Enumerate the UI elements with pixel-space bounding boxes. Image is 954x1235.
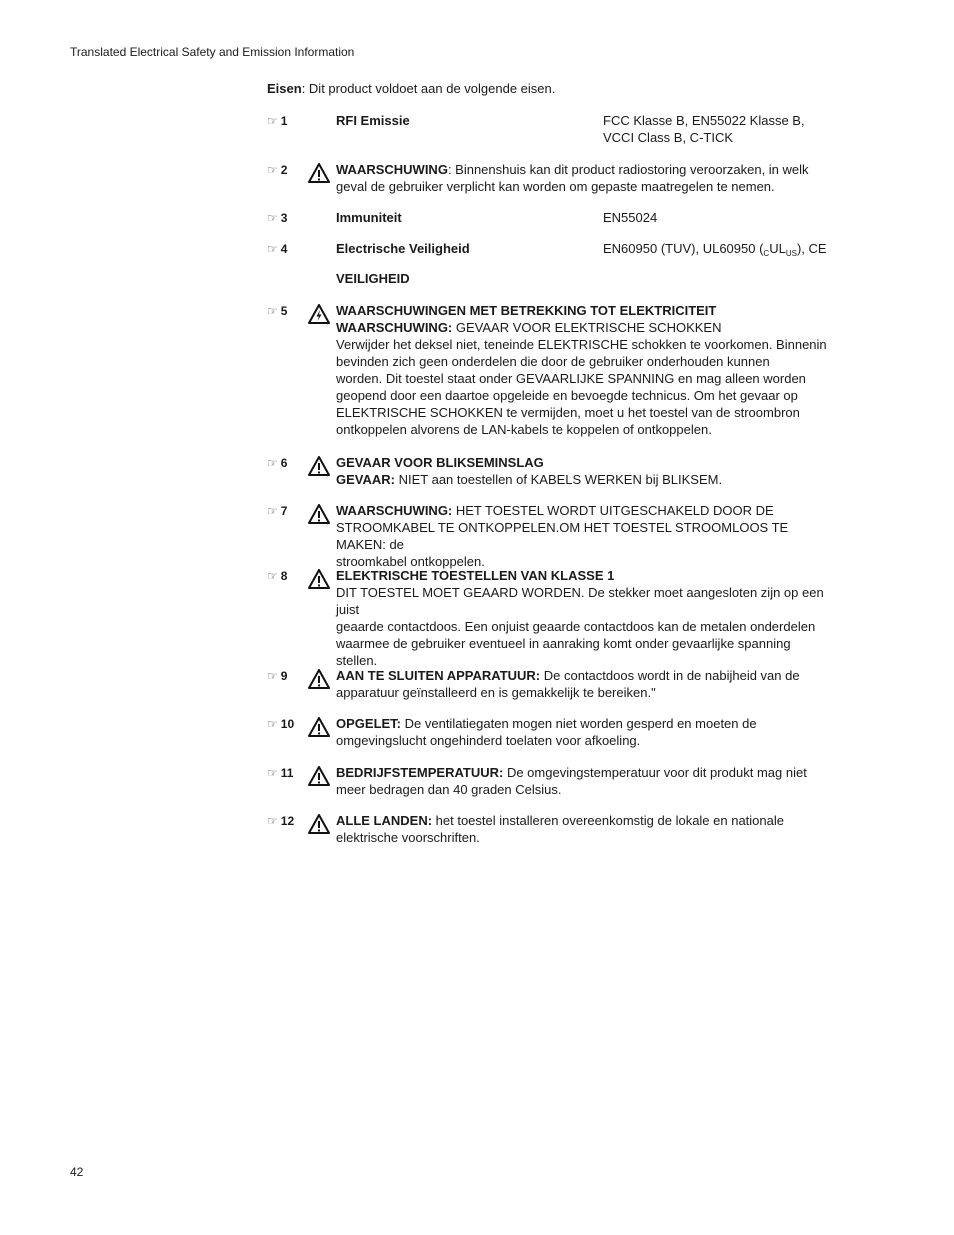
- item-marker: [267, 112, 307, 130]
- text-line: HET TOESTEL WORDT UITGESCHAKELD DOOR DE: [452, 503, 774, 518]
- value-part: ), CE: [796, 241, 827, 256]
- item-marker: [267, 764, 307, 782]
- warning-label: ALLE LANDEN:: [336, 813, 433, 828]
- hand-pointer-icon: ☞: [267, 211, 278, 225]
- item-marker: [267, 209, 307, 227]
- warning-label: AAN TE SLUITEN APPARATUUR:: [336, 668, 541, 683]
- item-number: 6: [280, 456, 288, 470]
- intro-label: Eisen: [267, 81, 302, 96]
- intro-line: [267, 81, 555, 96]
- warning-label: WAARSCHUWING: [336, 162, 448, 177]
- text-line: elektrische voorschriften.: [336, 830, 480, 845]
- item-number: 3: [280, 211, 288, 225]
- hand-pointer-icon: ☞: [267, 114, 278, 128]
- item-number: 5: [280, 304, 288, 318]
- hand-pointer-icon: ☞: [267, 814, 278, 828]
- item-text: [336, 161, 828, 195]
- text-line: GEVAAR VOOR ELEKTRISCHE SCHOKKEN: [452, 320, 722, 335]
- text-line: ELEKTRISCHE SCHOKKEN te vermijden, moet u het toestel van de stroombron: [336, 405, 800, 420]
- value-part: UL: [769, 241, 786, 256]
- item-value: EN55024: [603, 210, 658, 225]
- item-title: GEVAAR VOOR BLIKSEMINSLAG: [336, 455, 544, 470]
- warning-triangle-icon: [308, 163, 330, 183]
- warning-label: WAARSCHUWING:: [336, 503, 453, 518]
- item-number: 9: [280, 669, 288, 683]
- warning-label: GEVAAR:: [336, 472, 395, 487]
- hand-pointer-icon: ☞: [267, 717, 278, 731]
- hand-pointer-icon: ☞: [267, 766, 278, 780]
- item-number: 2: [280, 163, 288, 177]
- text-line: geval de gebruiker verplicht kan worden om gepaste maatregelen te nemen.: [336, 179, 775, 194]
- text-line: Verwijder het deksel niet, teneinde ELEKTRISCHE schokken te voorkomen. Binnenin: [336, 337, 827, 352]
- electric-warning-icon: [308, 304, 330, 324]
- text-line: het toestel installeren overeenkomstig de lokale en nationale: [432, 813, 784, 828]
- item-text: [336, 454, 828, 488]
- item-text: [336, 764, 828, 798]
- item-label: RFI Emissie: [336, 113, 410, 128]
- text-line: waarmee de gebruiker eventueel in aanraking komt onder gevaarlijke spanning: [336, 636, 791, 651]
- hand-pointer-icon: ☞: [267, 569, 278, 583]
- text-line: omgevingslucht ongehinderd toelaten voor afkoeling.: [336, 733, 641, 748]
- item-title: WAARSCHUWINGEN MET BETREKKING TOT ELEKTRICITEIT: [336, 303, 717, 318]
- text-line: DIT TOESTEL MOET GEAARD WORDEN. De stekker moet aangesloten zijn op een juist: [336, 585, 824, 617]
- hand-pointer-icon: ☞: [267, 456, 278, 470]
- item-marker: [267, 502, 307, 520]
- value-sub: US: [785, 249, 797, 258]
- page-number: 42: [70, 1165, 84, 1179]
- warning-triangle-icon: [308, 669, 330, 689]
- warning-label: OPGELET:: [336, 716, 402, 731]
- item-text: [336, 302, 828, 438]
- item-marker: [267, 667, 307, 685]
- item-number: 1: [280, 114, 288, 128]
- item-marker: [267, 567, 307, 585]
- value-line: FCC Klasse B, EN55022 Klasse B,: [603, 113, 805, 128]
- item-label: Immuniteit: [336, 210, 402, 225]
- value-line: VCCI Class B, C-TICK: [603, 130, 734, 145]
- item-text: [336, 502, 828, 570]
- item-number: 8: [280, 569, 288, 583]
- item-title: ELEKTRISCHE TOESTELLEN VAN KLASSE 1: [336, 568, 615, 583]
- text-line: De ventilatiegaten mogen niet worden gesperd en moeten de: [401, 716, 757, 731]
- item-marker: [267, 161, 307, 179]
- text-line: meer bedragen dan 40 graden Celsius.: [336, 782, 562, 797]
- running-header: Translated Electrical Safety and Emission Information: [70, 45, 355, 59]
- item-label: Electrische Veiligheid: [336, 241, 470, 256]
- hand-pointer-icon: ☞: [267, 163, 278, 177]
- text-line: apparatuur geïnstalleerd en is gemakkelijk te bereiken.": [336, 685, 656, 700]
- item-text: [336, 715, 828, 749]
- item-marker: [267, 454, 307, 472]
- item-number: 7: [280, 504, 288, 518]
- warning-triangle-icon: [308, 456, 330, 476]
- text-line: : Binnenshuis kan dit product radiostoring veroorzaken, in welk: [447, 162, 809, 177]
- text-line: De contactdoos wordt in de nabijheid van de: [540, 668, 800, 683]
- section-title: VEILIGHEID: [336, 271, 410, 286]
- text-line: bevinden zich geen onderdelen die door de gebruiker onderhouden kunnen: [336, 354, 770, 369]
- warning-label: WAARSCHUWING:: [336, 320, 453, 335]
- item-value: [603, 240, 833, 262]
- hand-pointer-icon: ☞: [267, 304, 278, 318]
- text-line: NIET aan toestellen of KABELS WERKEN bij BLIKSEM.: [394, 472, 723, 487]
- text-line: stellen.: [336, 653, 378, 668]
- hand-pointer-icon: ☞: [267, 669, 278, 683]
- item-value: [603, 112, 833, 146]
- warning-triangle-icon: [308, 717, 330, 737]
- text-line: ontkoppelen alvorens de LAN-kabels te koppelen of ontkoppelen.: [336, 422, 712, 437]
- value-part: EN60950 (TUV), UL60950 (: [603, 241, 764, 256]
- item-marker: [267, 715, 307, 733]
- hand-pointer-icon: ☞: [267, 504, 278, 518]
- text-line: geopend door een daartoe opgeleide en bevoegde technicus. Om het gevaar op: [336, 388, 798, 403]
- item-marker: [267, 240, 307, 258]
- warning-triangle-icon: [308, 504, 330, 524]
- item-text: [336, 667, 828, 701]
- item-text: [336, 812, 828, 846]
- text-line: worden. Dit toestel staat onder GEVAARLIJKE SPANNING en mag alleen worden: [336, 371, 806, 386]
- text-line: geaarde contactdoos. Een onjuist geaarde contactdoos kan de metalen onderdelen: [336, 619, 816, 634]
- value-sub: C: [763, 249, 770, 258]
- item-number: 4: [280, 242, 288, 256]
- item-number: 11: [280, 766, 294, 780]
- hand-pointer-icon: ☞: [267, 242, 278, 256]
- text-line: STROOMKABEL TE ONTKOPPELEN.OM HET TOESTEL STROOMLOOS TE MAKEN: de: [336, 520, 789, 552]
- item-marker: [267, 812, 307, 830]
- warning-triangle-icon: [308, 814, 330, 834]
- intro-text: : Dit product voldoet aan de volgende eisen.: [301, 81, 556, 96]
- warning-label: BEDRIJFSTEMPERATUUR:: [336, 765, 504, 780]
- warning-triangle-icon: [308, 766, 330, 786]
- item-number: 10: [280, 717, 295, 731]
- item-marker: [267, 302, 307, 320]
- item-text: [336, 567, 828, 669]
- item-number: 12: [280, 814, 295, 828]
- text-line: stroomkabel ontkoppelen.: [336, 554, 485, 569]
- warning-triangle-icon: [308, 569, 330, 589]
- text-line: De omgevingstemperatuur voor dit produkt mag niet: [503, 765, 807, 780]
